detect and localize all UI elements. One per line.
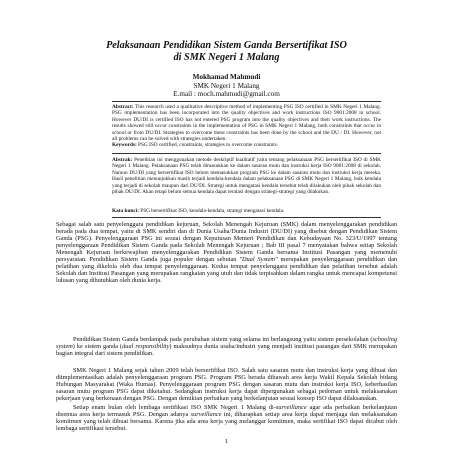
- page-number: 1: [224, 438, 229, 445]
- abstract-indonesian: [112, 157, 381, 195]
- author-name: Mokhamad Mahmudi: [192, 73, 261, 81]
- kata-kunci-label: Kata kunci:: [112, 208, 139, 214]
- keywords-label: Keywords:: [112, 141, 137, 148]
- dual-responsibility-term: dual responsibility: [122, 343, 170, 351]
- abstract-top-rule: [112, 101, 381, 102]
- paragraph-1-text-b: merupakan penyelenggaraan pendidikan dan pelatihan yang dikelola oleh dua tempat penyelenggaraan. Kedua tempat penyelenggara pendidikan dan pelatihan tersebut adalah Sekolah dan Institusi Pasangan yang merupakan rangkaian yang utuh dan tidak terpisahkan dalam rangka untuk mencapai kompetensi lulusan yang dibutuhkan oleh dunia kerja.: [56, 256, 398, 285]
- keywords-text: PSG ISO certified, constraints, strategies to overcome constraints.: [136, 141, 279, 148]
- body-paragraph-2: [56, 336, 397, 357]
- keywords-english: [112, 142, 381, 148]
- paragraph-2-text-c: ) maksudnya dunia usaha/industri yang menjadi institusi pasangan dari SMK merupakan bagian integral dari sistem pendidikan.: [56, 343, 397, 358]
- author-email: E.mail : moch.mahmudi@gmail.com: [173, 90, 280, 98]
- surveillance-term: surveillance: [190, 411, 222, 419]
- paper-title-line-1: Pelaksanaan Pendidikan Sistem Ganda Bersertifikat ISO: [106, 40, 347, 51]
- paragraph-2-text-b: ) ke sistem ganda (: [72, 343, 123, 351]
- body-paragraph-4: [56, 404, 397, 432]
- abstrak-label: Abstrak:: [112, 157, 133, 163]
- surveillance-term: surveillance: [275, 404, 307, 411]
- schooling-system-term: schooling system: [56, 336, 397, 351]
- paragraph-1-text-a: Sebagai salah satu penyelenggara pendidikan kejuruan, Sekolah Menengah Kejuruan (SMK) dalam menyelenggarakan pendidikan berada pada dua tempat, yaitu di SMK sendiri dan di Dunia Usaha/Dunia Industri (DU/DI) yang disebut dengan Pendidikan Sistem Ganda (PSG). Penyelenggaraan PSG ini sesuai dengan Keputusan Menteri Pendidikan dan Kebudayaan No. 323/U/1997 tentang penyelenggaraan Pendidikan Sistem Ganda pada Sekolah Menengah Kejuruan ; Bab III pasal 7 menyatakan bahwa setiap Sekolah Menengah Kejuruan berkewajiban menyelenggarakan Pendidikan Sistem Ganda bersama Institusi Pasangan yang memenuhi persyaratan. Pendidikan Sistem Ganda juga populer dengan sebutan: [56, 221, 397, 264]
- paragraph-2-text-a: Pendidikan Sistem Ganda berdampak pada perubahan sistem yang selama ini berlangsung yaitu sistem persekolahan (: [73, 336, 373, 343]
- abstract-text: This research used a qualitative descriptive method of implementing PSG ISO certified in SMK Negeri 1 Malang. PSG implementation has been incorporated into the quality objectives and work instructions ISO 9001:2008 in school. However DU/DI is certified ISO has not entered PSG program into the quality objectives and their work instructions. The results showed still occur constraints in the implementation of PSG in SMK Negeri 1 Malang, both constraints that occur in school or from DU/DI. Strategies to overcome these constraints has been done by the school and the DU / DI. However, not all problems can be solved with strategies undertaken.: [112, 104, 381, 143]
- paragraph-4-text-c: ini, diharapkan setiap area kerja dapat menjaga dan melaksanakan komitmen yang telah dibuat bersama. Karena jika ada area kerja yang melanggar komitmen, maka sertifikat ISO dapat dicabut oleh lembaga sertifikasi tersebut.: [56, 411, 397, 433]
- paper-title-line-2: di SMK Negeri 1 Malang: [173, 52, 280, 63]
- body-paragraph-1: [56, 221, 397, 284]
- dual-system-term: "Dual System": [239, 256, 278, 264]
- paragraph-4-text-a: Setiap enam bulan oleh lembaga sertifikasi ISO SMK Negeri 1 Malang di-: [73, 404, 276, 411]
- author-affiliation: SMK Negeri 1 Malang: [193, 81, 260, 90]
- kata-kunci-text: PSG bersertifikat ISO, kendala-kendala, strategi mengatasi kendala.: [138, 208, 285, 214]
- abstract-middle-rule: [112, 153, 381, 154]
- abstract-english: [112, 104, 381, 142]
- paragraph-4-text-b: agar ada perbaikan berkelanjutan disemua area kerja termasuk PSG. Dengan adanya: [56, 404, 397, 419]
- abstrak-text: Penelitian ini menggunakan metode deskriptif kualitatif yaitu tentang pelaksanaan PSG bersertifikat ISO di SMK Negeri 1 Malang. Pelaksanaan PSG telah dimasukkan ke dalam sasaran mutu dan instruksi kerja ISO 9001:2008 di sekolah. Namun DU/DI yang bersertifikat ISO belum memasukkan program PSG ke dalam sasaran mutu dan instruksi kerja mereka. Hasil penelitian menunjukkan masih terjadi kendala-kendala dalam pelaksanaan PSG di SMK Negeri 1 Malang, baik kendala yang terjadi di sekolah maupun dari DU/DI. Strategi untuk mengatasi kendala tersebut telah dilakukan oleh pihak sekolah dan pihak DU/DI. Akan tetapi belum semua kendala dapat teratasi dengan strategi-strategi yang dilakukan.: [112, 157, 381, 196]
- abstract-bottom-rule: [112, 217, 381, 218]
- keywords-indonesian: [112, 208, 381, 214]
- body-paragraph-3: SMK Negeri 1 Malang sejak tahun 2009 telah bersertifikat ISO. Salah satu sasaran mutu dan instruksi kerja yang dibuat dan diimplementasikan adalah penyelenggaraan program PSG. Program PSG berada dibawah area kerja Wakil Kepala Sekolah bidang Hubungan Masyarakat (Waka Humas). Penyelenggaraan program PSG dengan sasaran mutu dan instruksi kerja ISO, keberhasilan sasaran mutu program PSG dapat diketahui. Sedangkan instruksi kerja dapat dipergunakan sebagai pedoman untuk melaksanakan pekerjaan yang berkenaan dengan PSG. Dengan demikian perbaikan yang berkelanjutan sesuai konsep ISO dapat dilaksanakan.: [56, 367, 397, 403]
- abstract-label: Abstract:: [112, 104, 134, 110]
